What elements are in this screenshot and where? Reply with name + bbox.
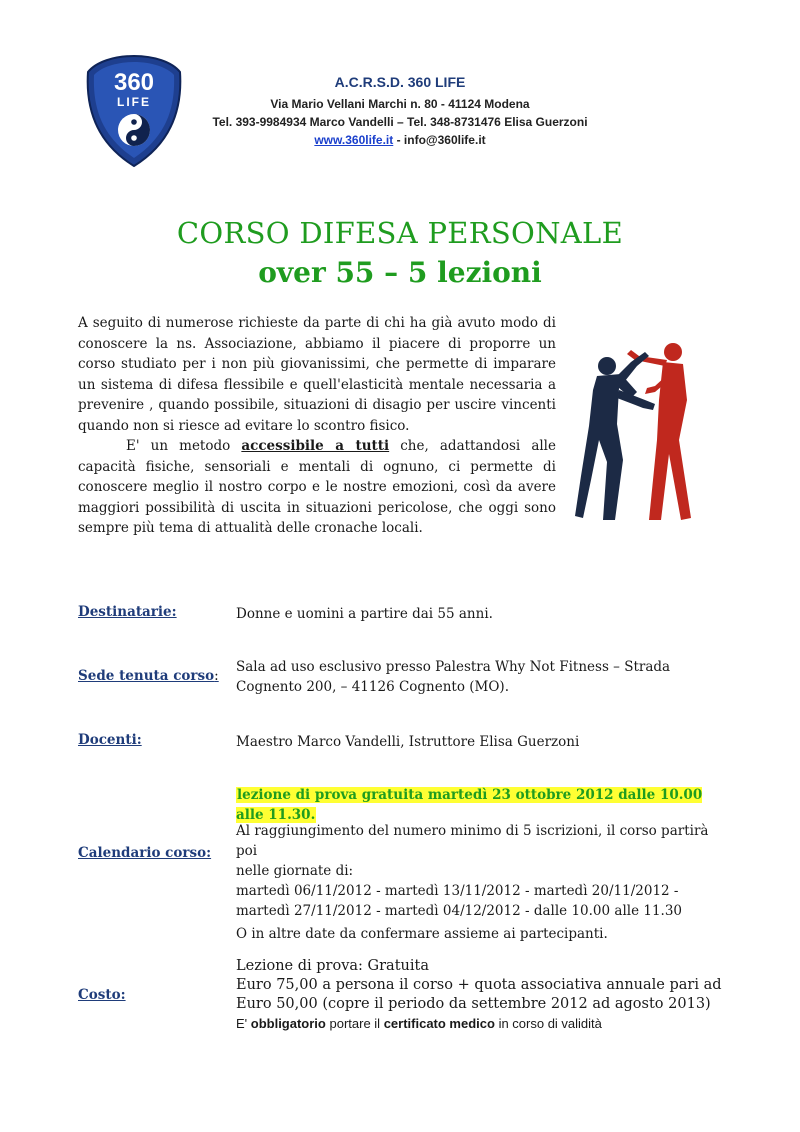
logo-word: LIFE: [117, 95, 151, 109]
accessible-emphasis: accessibile a tutti: [241, 438, 390, 454]
logo: [84, 52, 184, 170]
value-costo: Lezione di prova: Gratuita Euro 75,00 a persona il corso + quota associativa annuale pari ad Euro 50,00 (copre il periodo da settembre 2012 ad agosto 2013) E' obbligatorio portare il certificato medico in corso di validità: [236, 957, 726, 1033]
phones: Tel. 393-9984934 Marco Vandelli – Tel. 348-8731476 Elisa Guerzoni: [212, 115, 588, 129]
value-sede: Sala ad uso esclusivo presso Palestra Why Not Fitness – Strada Cognento 200, – 41126 Cognento (MO).: [236, 659, 671, 695]
label-costo: Costo:: [78, 987, 126, 1003]
label-docenti: Docenti:: [78, 732, 142, 748]
address: Via Mario Vellani Marchi n. 80 - 41124 Modena: [270, 97, 530, 111]
label-destinatarie: Destinatarie:: [78, 604, 177, 620]
page-subtitle: over 55 – 5 lezioni: [258, 256, 542, 289]
website-link[interactable]: www.360life.it: [314, 133, 394, 147]
contact-line: [200, 133, 600, 147]
intro-paragraph-2: E' un metodo accessibile a tutti che, adattandosi alle capacità fisiche, sensoriali e mentali di ognuno, ci permette di conoscere meglio il nostro corpo e le nostre emozioni, così da avere maggiori possibilità di uscita in situazioni pericolose, che oggi sono sempre più tema di attualità delle cronache locali.: [78, 438, 556, 536]
page-title: CORSO DIFESA PERSONALE: [176, 216, 624, 250]
label-calendario: Calendario corso:: [78, 845, 212, 861]
trial-lesson-highlight: lezione di prova gratuita martedì 23 ottobre 2012 dalle 10.00 alle 11.30.: [236, 787, 703, 823]
value-docenti: Maestro Marco Vandelli, Istruttore Elisa Guerzoni: [236, 734, 580, 750]
org-name: A.C.R.S.D. 360 LIFE: [334, 74, 466, 90]
calendar-other-dates: O in altre date da confermare assieme ai partecipanti.: [236, 926, 608, 942]
intro-text: [78, 313, 556, 539]
email: - info@360life.it: [393, 133, 486, 147]
logo-number: 360: [113, 69, 155, 96]
intro-paragraph-1: A seguito di numerose richieste da parte di chi ha già avuto modo di conoscere la ns. Associazione, abbiamo il piacere di proporre un corso studiato per i non più giovanissimi, che permette di imparare un sistema di difesa flessibile e quell'elasticità mentale necessaria a prevenire , quando possibile, situazioni di disagio per uscire vincenti quando non si riesce ad evitare lo scontro fisico.: [78, 315, 556, 434]
value-calendario: Al raggiungimento del numero minimo di 5 iscrizioni, il corso partirà poi nelle giornate di: martedì 06/11/2012 - martedì 13/11/2012 - martedì 20/11/2012 - martedì 27/11/2012 - martedì 04/12/2012 - dalle 10.00 alle 11.30: [236, 823, 709, 919]
value-destinatarie: Donne e uomini a partire dai 55 anni.: [236, 606, 493, 622]
label-sede: Sede tenuta corso:: [78, 668, 219, 684]
self-defense-illustration: [575, 330, 703, 528]
medical-certificate-note: E' obbligatorio portare il certificato medico in corso di validità: [236, 1016, 602, 1031]
